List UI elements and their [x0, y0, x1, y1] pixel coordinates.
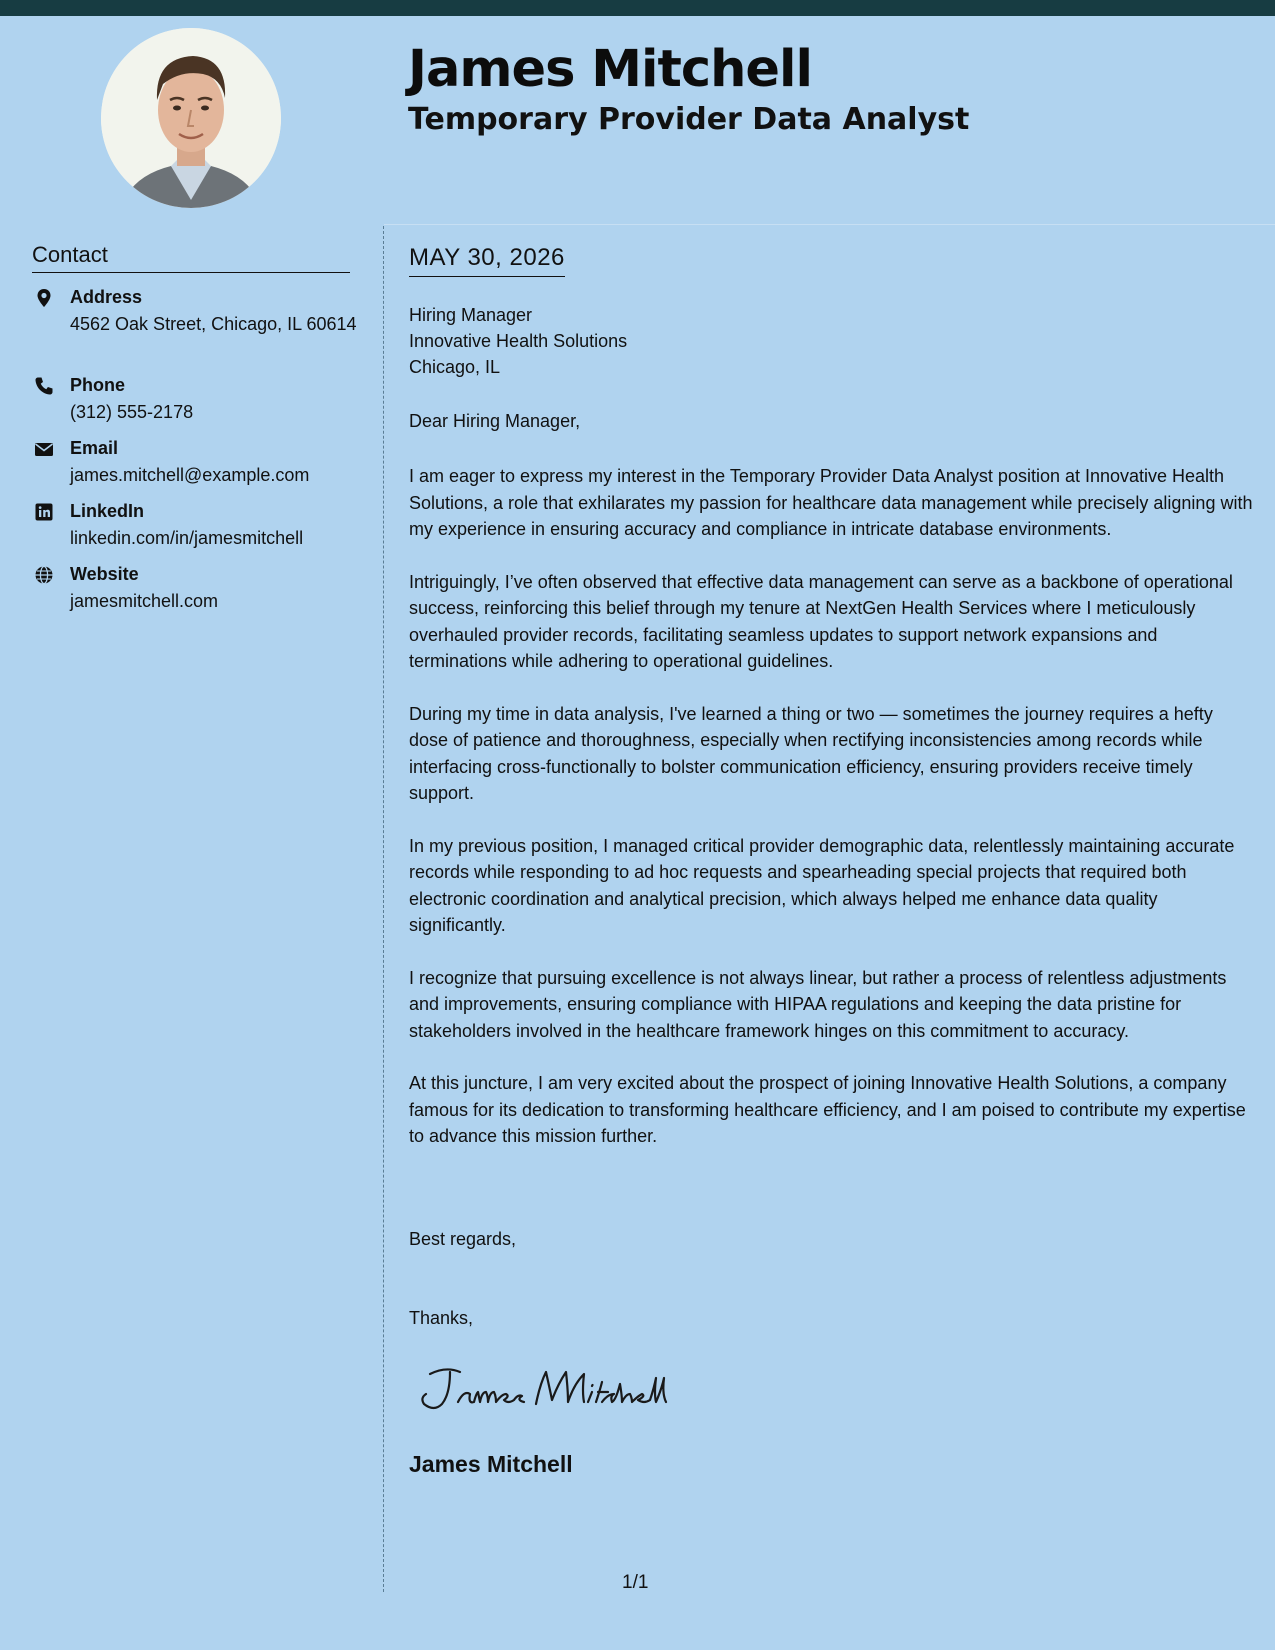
- handwritten-signature: [416, 1360, 676, 1420]
- envelope-icon: [34, 439, 54, 459]
- letter-paragraph: I am eager to express my interest in the Temporary Provider Data Analyst position at Innovative Health Solutions, a role that exhilarates my passion for healthcare data management while precisely aligning with my experience in ensuring accuracy and compliance in intricate database environments.: [409, 466, 1253, 539]
- page-number: 1/1: [622, 1572, 649, 1593]
- letter-paragraph: I recognize that pursuing excellence is not always linear, but rather a process of relentless adjustments and improvements, ensuring compliance with HIPAA regulations and keeping the data pristine for stakeholders involved in the healthcare framework hinges on this commitment to accuracy.: [409, 967, 1227, 1041]
- signed-name: James Mitchell: [409, 1451, 573, 1477]
- profile-photo: [101, 28, 281, 208]
- letter-paragraph: In my previous position, I managed critical provider demographic data, relentlessly maintaining accurate records while responding to ad hoc requests and spearheading special projects that required both electronic coordination and analytical precision, which always helped me enhance data quality significantly.: [409, 835, 1235, 935]
- globe-icon: [34, 565, 54, 585]
- contact-label: Email: [70, 438, 119, 458]
- recipient-block: [409, 302, 627, 380]
- contact-label: Website: [70, 564, 139, 584]
- header-divider: [384, 224, 1275, 225]
- contact-value: james.mitchell@example.com: [70, 465, 310, 485]
- contact-value: jamesmitchell.com: [70, 591, 219, 611]
- recipient-line: Chicago, IL: [409, 357, 501, 377]
- recipient-line: Hiring Manager: [409, 305, 533, 325]
- letter-paragraph: During my time in data analysis, I've learned a thing or two — sometimes the journey requires a hefty dose of patience and thoroughness, especially when rectifying inconsistencies among records while interfacing cross-functionally to bolster communication efficiency, ensuring providers receive timely support.: [409, 703, 1213, 803]
- candidate-name: James Mitchell: [408, 40, 812, 99]
- letter-date: MAY 30, 2026: [409, 244, 565, 277]
- recipient-line: Innovative Health Solutions: [409, 331, 628, 351]
- thanks-line: Thanks,: [409, 1308, 474, 1328]
- contact-value: linkedin.com/in/jamesmitchell: [70, 528, 304, 548]
- contact-value: (312) 555-2178: [70, 402, 194, 422]
- candidate-title: Temporary Provider Data Analyst: [408, 102, 970, 137]
- top-accent-bar: [0, 0, 1275, 16]
- letter-paragraph: Intriguingly, I’ve often observed that effective data management can serve as a backbone of operational success, reinforcing this belief through my tenure at NextGen Health Services where I meticulously overhauled provider records, facilitating seamless updates to support network expansions and terminations while adhering to operational guidelines.: [409, 571, 1233, 671]
- letter-paragraph: At this juncture, I am very excited about the prospect of joining Innovative Health Solutions, a company famous for its dedication to transforming healthcare efficiency, and I am poised to contribute my expertise to advance this mission further.: [409, 1073, 1246, 1146]
- contact-heading: Contact: [32, 242, 350, 273]
- column-divider: [383, 226, 384, 1592]
- map-pin-icon: [34, 288, 54, 308]
- contact-value: 4562 Oak Street, Chicago, IL 60614: [70, 314, 357, 334]
- letter-body: [409, 463, 1254, 1176]
- salutation: Dear Hiring Manager,: [409, 411, 581, 431]
- phone-icon: [34, 376, 54, 396]
- linkedin-icon: [34, 502, 54, 522]
- contact-label: Phone: [70, 375, 126, 395]
- contact-label: Address: [70, 287, 143, 307]
- contact-label: LinkedIn: [70, 501, 145, 521]
- closing: Best regards,: [409, 1229, 517, 1249]
